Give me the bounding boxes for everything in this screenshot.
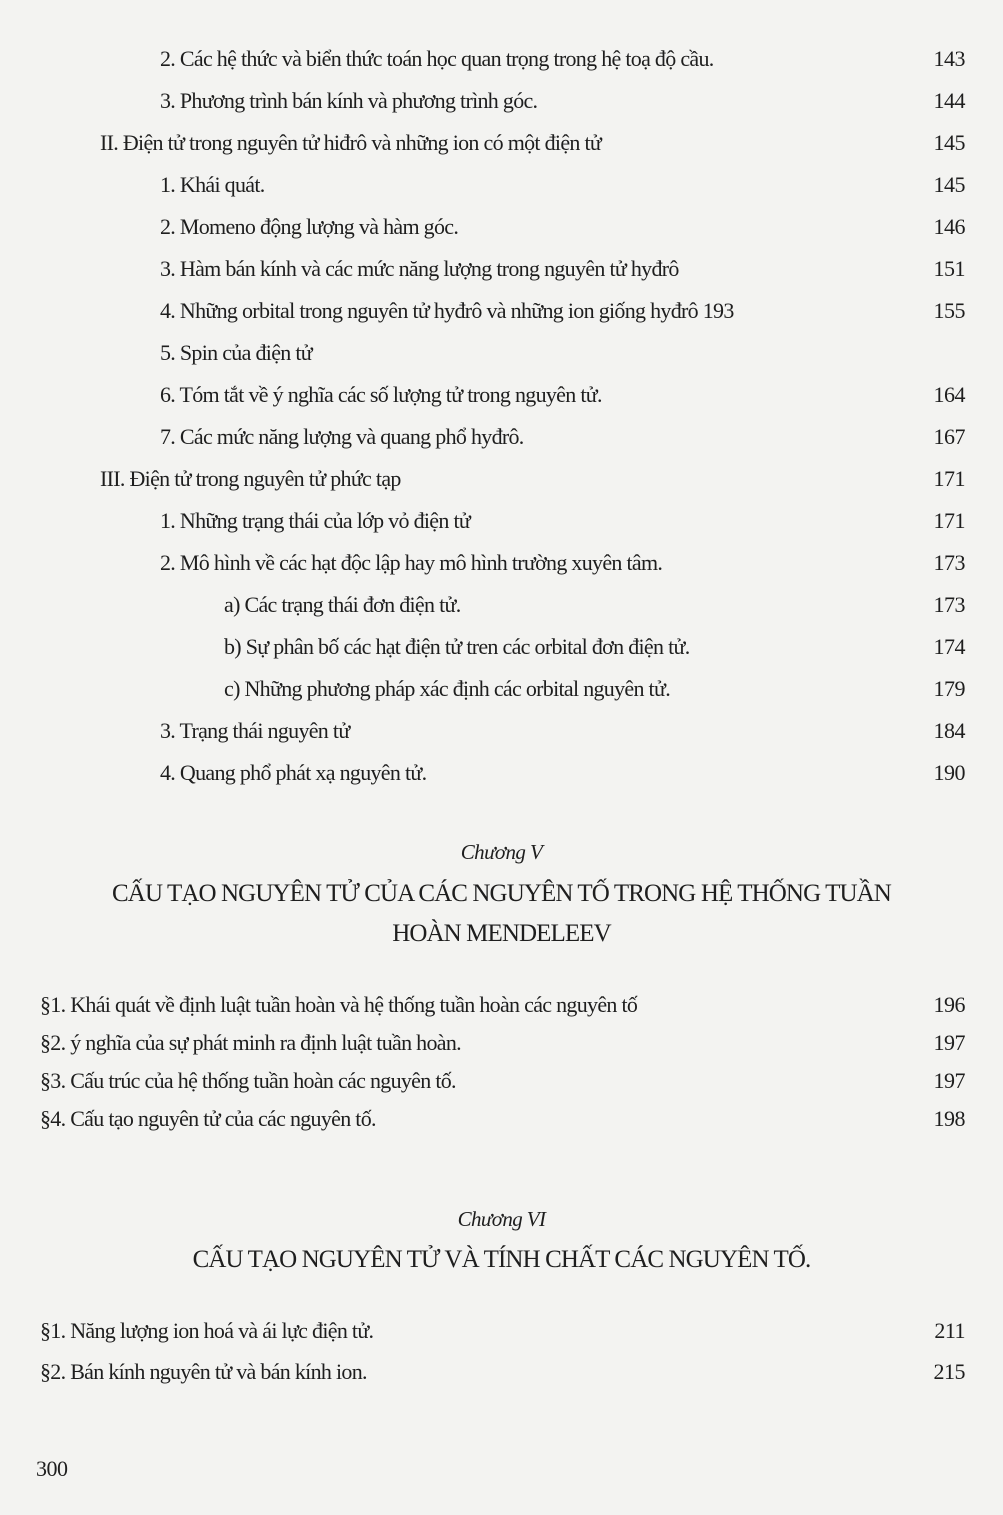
chapter-5-label: Chương V xyxy=(460,840,543,864)
toc-entry xyxy=(0,44,1003,74)
entry-title: §1. Khái quát về định luật tuần hoàn và hệ thống tuần hoàn các nguyên tố xyxy=(40,992,638,1017)
toc-entry xyxy=(0,990,1003,1020)
toc-entry xyxy=(0,548,1003,578)
toc-entry xyxy=(0,464,1003,494)
entry-page: 179 xyxy=(933,676,965,701)
toc-entry xyxy=(0,86,1003,116)
toc-entry xyxy=(0,674,1003,704)
toc-entry xyxy=(0,1357,1003,1387)
toc-entry xyxy=(0,716,1003,746)
toc-entry xyxy=(0,338,1003,368)
entry-title: 4. Những orbital trong nguyên tử hyđrô và những ion giống hyđrô 193 xyxy=(160,298,734,323)
entry-page: 197 xyxy=(933,1030,965,1055)
entry-page: 144 xyxy=(933,88,965,113)
entry-page: 173 xyxy=(933,550,965,575)
entry-title: §1. Năng lượng ion hoá và ái lực điện tử. xyxy=(40,1318,374,1343)
entry-page: 167 xyxy=(933,424,965,449)
entry-title: §2. Bán kính nguyên tử và bán kính ion. xyxy=(40,1359,367,1384)
entry-page: 146 xyxy=(933,214,965,239)
toc-entry xyxy=(0,296,1003,326)
toc-entry xyxy=(0,1316,1003,1346)
chapter-6-label: Chương VI xyxy=(457,1207,546,1231)
toc-entry xyxy=(0,506,1003,536)
entry-title: §2. ý nghĩa của sự phát minh ra định luật tuần hoàn. xyxy=(40,1030,461,1055)
entry-title: 3. Phương trình bán kính và phương trình góc. xyxy=(160,88,538,113)
entry-page: 171 xyxy=(933,466,965,491)
entry-title: 3. Trạng thái nguyên tử xyxy=(160,718,350,743)
entry-page: 145 xyxy=(933,172,965,197)
entry-title: §3. Cấu trúc của hệ thống tuần hoàn các nguyên tố. xyxy=(40,1068,456,1093)
entry-page: 190 xyxy=(933,760,965,785)
entry-page: 198 xyxy=(933,1106,965,1131)
entry-page: 151 xyxy=(933,256,965,281)
entry-page: 171 xyxy=(933,508,965,533)
page-number: 300 xyxy=(36,1456,68,1481)
entry-page: 184 xyxy=(933,718,965,743)
entry-page: 196 xyxy=(933,992,965,1017)
chapter-5-title-line2: HOÀN MENDELEEV xyxy=(392,920,611,947)
toc-entry xyxy=(0,380,1003,410)
entry-page: 174 xyxy=(933,634,965,659)
toc-entry xyxy=(0,254,1003,284)
entry-title: 1. Những trạng thái của lớp vỏ điện tử xyxy=(160,508,471,533)
toc-entry xyxy=(0,1104,1003,1134)
entry-page: 173 xyxy=(933,592,965,617)
entry-title: 2. Momeno động lượng và hàm góc. xyxy=(160,214,459,239)
entry-title: 1. Khái quát. xyxy=(160,172,265,197)
toc-entry xyxy=(0,632,1003,662)
toc-entry xyxy=(0,212,1003,242)
entry-page: 215 xyxy=(933,1359,965,1384)
entry-page: 211 xyxy=(934,1318,965,1343)
entry-title: §4. Cấu tạo nguyên tử của các nguyên tố. xyxy=(40,1106,376,1131)
chapter-5-title-line1: CẤU TẠO NGUYÊN TỬ CỦA CÁC NGUYÊN TỐ TRONG HỆ THỐNG TUẦN xyxy=(112,880,891,907)
entry-title: 7. Các mức năng lượng và quang phổ hyđrô. xyxy=(160,424,524,449)
entry-page: 145 xyxy=(933,130,965,155)
entry-page: 143 xyxy=(933,46,965,71)
toc-entry xyxy=(0,422,1003,452)
entry-title: 2. Các hệ thức và biển thức toán học quan trọng trong hệ toạ độ cầu. xyxy=(160,46,714,71)
entry-title: a) Các trạng thái đơn điện tử. xyxy=(224,592,461,617)
entry-page: 155 xyxy=(933,298,965,323)
entry-title: III. Điện tử trong nguyên tử phức tạp xyxy=(100,466,401,491)
toc-entry xyxy=(0,1028,1003,1058)
entry-title: 5. Spin của điện tử xyxy=(160,340,312,365)
toc-entry xyxy=(0,1066,1003,1096)
toc-entry xyxy=(0,590,1003,620)
toc-entry xyxy=(0,170,1003,200)
entry-title: 6. Tóm tắt về ý nghĩa các số lượng tử trong nguyên tử. xyxy=(160,382,602,407)
entry-title: b) Sự phân bố các hạt điện tử tren các orbital đơn điện tử. xyxy=(224,634,690,659)
entry-title: 4. Quang phổ phát xạ nguyên tử. xyxy=(160,760,427,785)
toc-entry xyxy=(0,128,1003,158)
chapter-6-title: CẤU TẠO NGUYÊN TỬ VÀ TÍNH CHẤT CÁC NGUYÊN TỐ. xyxy=(192,1246,811,1273)
entry-title: 3. Hàm bán kính và các mức năng lượng trong nguyên tử hyđrô xyxy=(160,256,679,281)
entry-page: 197 xyxy=(933,1068,965,1093)
toc-entry xyxy=(0,758,1003,788)
entry-title: c) Những phương pháp xác định các orbital nguyên tử. xyxy=(224,676,670,701)
entry-title: II. Điện tử trong nguyên tử hiđrô và những ion có một điện tử xyxy=(100,130,602,155)
entry-page: 164 xyxy=(933,382,965,407)
entry-title: 2. Mô hình về các hạt độc lập hay mô hình trường xuyên tâm. xyxy=(160,550,663,575)
